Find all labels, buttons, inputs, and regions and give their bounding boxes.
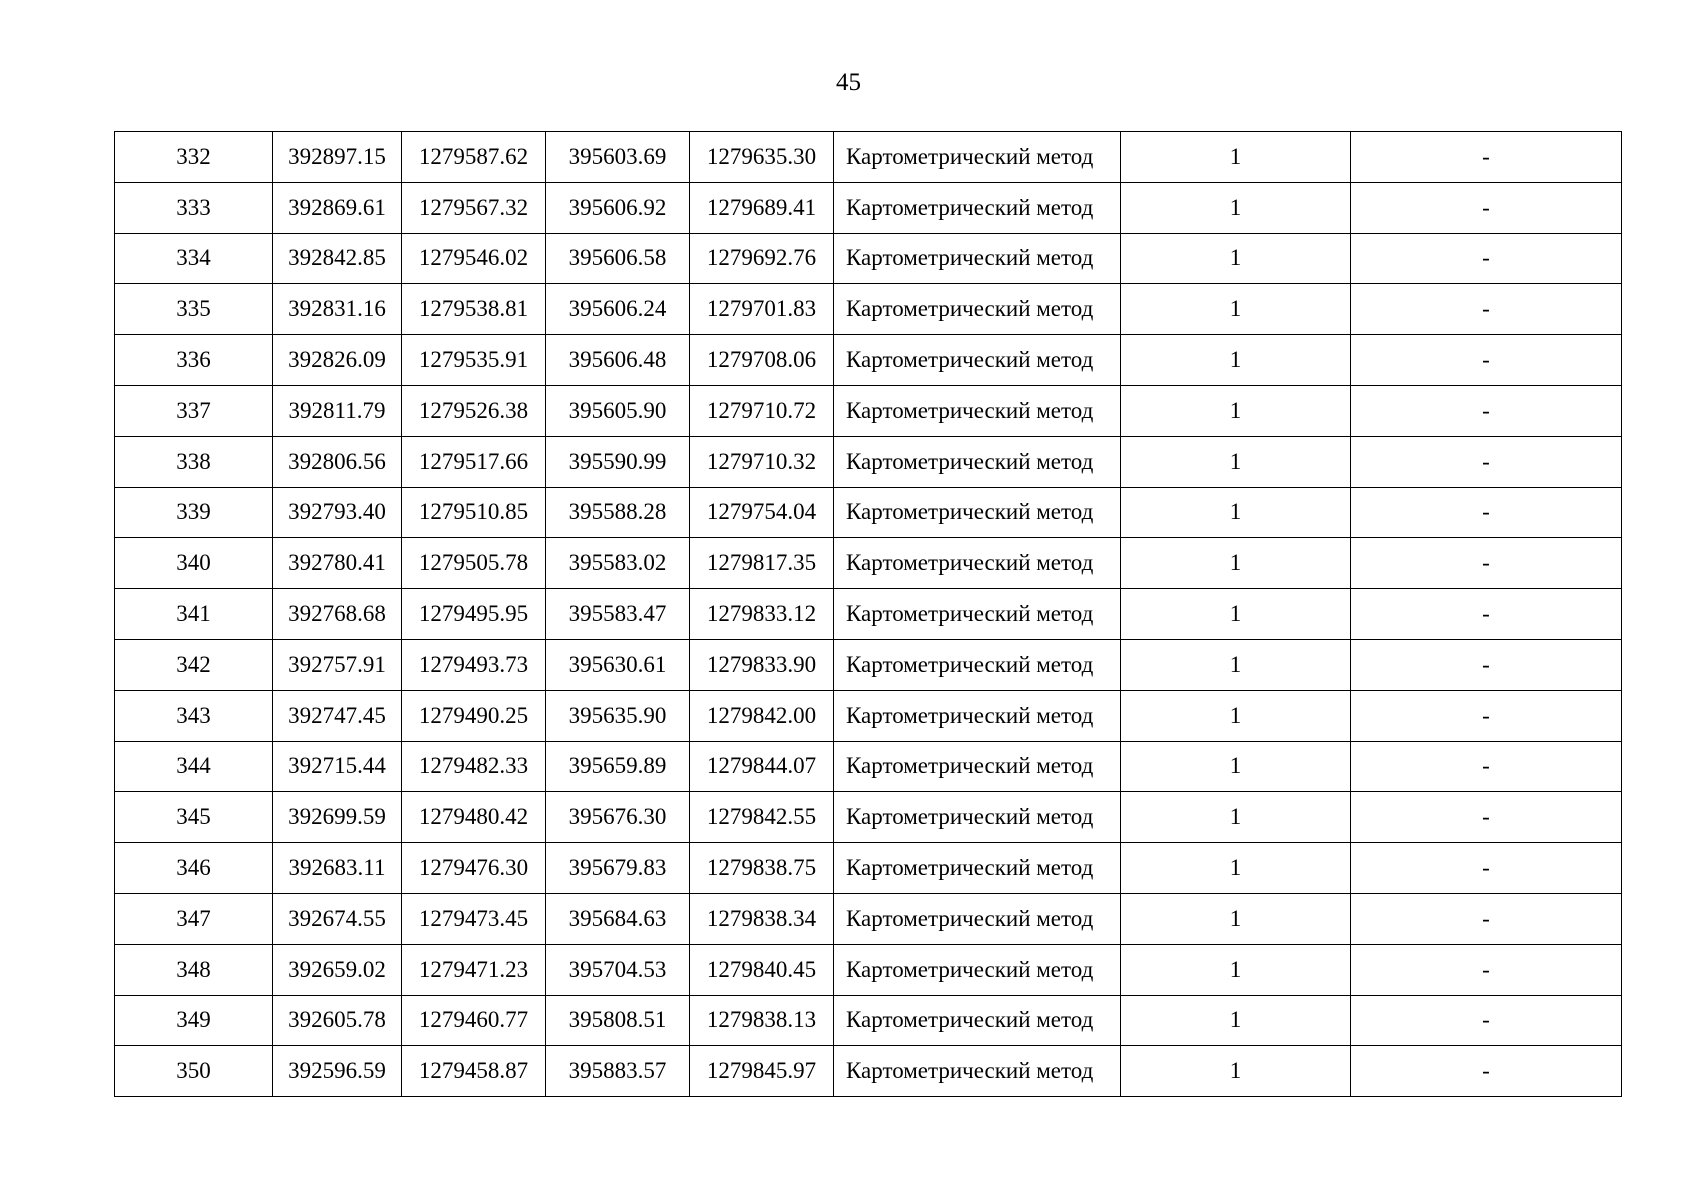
table-row bbox=[115, 893, 1622, 944]
coordinates-table bbox=[114, 131, 1622, 1097]
x-coordinate-new-cell: 395883.57 bbox=[546, 1046, 690, 1097]
x-coordinate-old-cell: 392811.79 bbox=[273, 385, 402, 436]
table-row bbox=[115, 132, 1622, 183]
description-cell: - bbox=[1351, 436, 1622, 487]
y-coordinate-old-cell: 1279493.73 bbox=[402, 639, 546, 690]
point-number-cell: 349 bbox=[115, 995, 273, 1046]
accuracy-cell: 1 bbox=[1121, 944, 1351, 995]
y-coordinate-old-cell: 1279471.23 bbox=[402, 944, 546, 995]
y-coordinate-new-cell: 1279845.97 bbox=[690, 1046, 834, 1097]
y-coordinate-new-cell: 1279838.75 bbox=[690, 843, 834, 894]
accuracy-cell: 1 bbox=[1121, 893, 1351, 944]
description-cell: - bbox=[1351, 792, 1622, 843]
method-cell: Картометрический метод bbox=[834, 182, 1121, 233]
accuracy-cell: 1 bbox=[1121, 233, 1351, 284]
y-coordinate-old-cell: 1279495.95 bbox=[402, 589, 546, 640]
description-cell: - bbox=[1351, 182, 1622, 233]
point-number-cell: 346 bbox=[115, 843, 273, 894]
x-coordinate-new-cell: 395588.28 bbox=[546, 487, 690, 538]
table-row bbox=[115, 944, 1622, 995]
y-coordinate-new-cell: 1279833.90 bbox=[690, 639, 834, 690]
x-coordinate-old-cell: 392842.85 bbox=[273, 233, 402, 284]
x-coordinate-old-cell: 392747.45 bbox=[273, 690, 402, 741]
y-coordinate-new-cell: 1279708.06 bbox=[690, 335, 834, 386]
method-cell: Картометрический метод bbox=[834, 1046, 1121, 1097]
x-coordinate-new-cell: 395606.58 bbox=[546, 233, 690, 284]
x-coordinate-old-cell: 392793.40 bbox=[273, 487, 402, 538]
x-coordinate-old-cell: 392757.91 bbox=[273, 639, 402, 690]
y-coordinate-new-cell: 1279838.13 bbox=[690, 995, 834, 1046]
table-row bbox=[115, 182, 1622, 233]
accuracy-cell: 1 bbox=[1121, 741, 1351, 792]
description-cell: - bbox=[1351, 538, 1622, 589]
y-coordinate-new-cell: 1279842.00 bbox=[690, 690, 834, 741]
description-cell: - bbox=[1351, 335, 1622, 386]
point-number-cell: 341 bbox=[115, 589, 273, 640]
method-cell: Картометрический метод bbox=[834, 538, 1121, 589]
description-cell: - bbox=[1351, 944, 1622, 995]
accuracy-cell: 1 bbox=[1121, 690, 1351, 741]
method-cell: Картометрический метод bbox=[834, 843, 1121, 894]
method-cell: Картометрический метод bbox=[834, 487, 1121, 538]
x-coordinate-old-cell: 392683.11 bbox=[273, 843, 402, 894]
y-coordinate-old-cell: 1279480.42 bbox=[402, 792, 546, 843]
point-number-cell: 342 bbox=[115, 639, 273, 690]
y-coordinate-new-cell: 1279842.55 bbox=[690, 792, 834, 843]
y-coordinate-new-cell: 1279817.35 bbox=[690, 538, 834, 589]
table-row bbox=[115, 335, 1622, 386]
y-coordinate-new-cell: 1279635.30 bbox=[690, 132, 834, 183]
x-coordinate-new-cell: 395704.53 bbox=[546, 944, 690, 995]
point-number-cell: 345 bbox=[115, 792, 273, 843]
point-number-cell: 338 bbox=[115, 436, 273, 487]
method-cell: Картометрический метод bbox=[834, 436, 1121, 487]
x-coordinate-old-cell: 392699.59 bbox=[273, 792, 402, 843]
method-cell: Картометрический метод bbox=[834, 792, 1121, 843]
point-number-cell: 343 bbox=[115, 690, 273, 741]
y-coordinate-old-cell: 1279458.87 bbox=[402, 1046, 546, 1097]
table-row bbox=[115, 385, 1622, 436]
x-coordinate-new-cell: 395659.89 bbox=[546, 741, 690, 792]
y-coordinate-new-cell: 1279710.32 bbox=[690, 436, 834, 487]
point-number-cell: 332 bbox=[115, 132, 273, 183]
x-coordinate-old-cell: 392715.44 bbox=[273, 741, 402, 792]
description-cell: - bbox=[1351, 893, 1622, 944]
description-cell: - bbox=[1351, 487, 1622, 538]
x-coordinate-old-cell: 392659.02 bbox=[273, 944, 402, 995]
x-coordinate-old-cell: 392831.16 bbox=[273, 284, 402, 335]
page-number: 45 bbox=[836, 69, 861, 96]
table-row bbox=[115, 639, 1622, 690]
point-number-cell: 350 bbox=[115, 1046, 273, 1097]
point-number-cell: 339 bbox=[115, 487, 273, 538]
point-number-cell: 335 bbox=[115, 284, 273, 335]
method-cell: Картометрический метод bbox=[834, 995, 1121, 1046]
x-coordinate-new-cell: 395606.24 bbox=[546, 284, 690, 335]
x-coordinate-new-cell: 395679.83 bbox=[546, 843, 690, 894]
x-coordinate-new-cell: 395603.69 bbox=[546, 132, 690, 183]
description-cell: - bbox=[1351, 995, 1622, 1046]
accuracy-cell: 1 bbox=[1121, 843, 1351, 894]
y-coordinate-new-cell: 1279844.07 bbox=[690, 741, 834, 792]
y-coordinate-old-cell: 1279538.81 bbox=[402, 284, 546, 335]
accuracy-cell: 1 bbox=[1121, 385, 1351, 436]
accuracy-cell: 1 bbox=[1121, 487, 1351, 538]
table-row bbox=[115, 1046, 1622, 1097]
x-coordinate-new-cell: 395684.63 bbox=[546, 893, 690, 944]
x-coordinate-old-cell: 392806.56 bbox=[273, 436, 402, 487]
table-body bbox=[115, 132, 1622, 1097]
table-row bbox=[115, 690, 1622, 741]
y-coordinate-new-cell: 1279833.12 bbox=[690, 589, 834, 640]
y-coordinate-new-cell: 1279838.34 bbox=[690, 893, 834, 944]
accuracy-cell: 1 bbox=[1121, 335, 1351, 386]
accuracy-cell: 1 bbox=[1121, 792, 1351, 843]
method-cell: Картометрический метод bbox=[834, 589, 1121, 640]
description-cell: - bbox=[1351, 639, 1622, 690]
y-coordinate-new-cell: 1279710.72 bbox=[690, 385, 834, 436]
x-coordinate-new-cell: 395590.99 bbox=[546, 436, 690, 487]
y-coordinate-old-cell: 1279567.32 bbox=[402, 182, 546, 233]
accuracy-cell: 1 bbox=[1121, 538, 1351, 589]
table-row bbox=[115, 284, 1622, 335]
accuracy-cell: 1 bbox=[1121, 1046, 1351, 1097]
method-cell: Картометрический метод bbox=[834, 639, 1121, 690]
point-number-cell: 337 bbox=[115, 385, 273, 436]
description-cell: - bbox=[1351, 1046, 1622, 1097]
y-coordinate-old-cell: 1279490.25 bbox=[402, 690, 546, 741]
table-row bbox=[115, 589, 1622, 640]
x-coordinate-new-cell: 395583.02 bbox=[546, 538, 690, 589]
point-number-cell: 333 bbox=[115, 182, 273, 233]
y-coordinate-old-cell: 1279505.78 bbox=[402, 538, 546, 589]
point-number-cell: 344 bbox=[115, 741, 273, 792]
point-number-cell: 336 bbox=[115, 335, 273, 386]
table-row bbox=[115, 487, 1622, 538]
y-coordinate-old-cell: 1279517.66 bbox=[402, 436, 546, 487]
accuracy-cell: 1 bbox=[1121, 639, 1351, 690]
y-coordinate-old-cell: 1279535.91 bbox=[402, 335, 546, 386]
y-coordinate-new-cell: 1279840.45 bbox=[690, 944, 834, 995]
accuracy-cell: 1 bbox=[1121, 436, 1351, 487]
x-coordinate-new-cell: 395630.61 bbox=[546, 639, 690, 690]
y-coordinate-old-cell: 1279526.38 bbox=[402, 385, 546, 436]
description-cell: - bbox=[1351, 385, 1622, 436]
x-coordinate-old-cell: 392605.78 bbox=[273, 995, 402, 1046]
table-row bbox=[115, 792, 1622, 843]
method-cell: Картометрический метод bbox=[834, 385, 1121, 436]
description-cell: - bbox=[1351, 132, 1622, 183]
y-coordinate-old-cell: 1279587.62 bbox=[402, 132, 546, 183]
method-cell: Картометрический метод bbox=[834, 893, 1121, 944]
description-cell: - bbox=[1351, 690, 1622, 741]
method-cell: Картометрический метод bbox=[834, 132, 1121, 183]
y-coordinate-new-cell: 1279754.04 bbox=[690, 487, 834, 538]
method-cell: Картометрический метод bbox=[834, 335, 1121, 386]
x-coordinate-new-cell: 395583.47 bbox=[546, 589, 690, 640]
table-row bbox=[115, 843, 1622, 894]
table-row bbox=[115, 995, 1622, 1046]
description-cell: - bbox=[1351, 741, 1622, 792]
description-cell: - bbox=[1351, 843, 1622, 894]
method-cell: Картометрический метод bbox=[834, 741, 1121, 792]
x-coordinate-new-cell: 395606.48 bbox=[546, 335, 690, 386]
method-cell: Картометрический метод bbox=[834, 944, 1121, 995]
table-row bbox=[115, 538, 1622, 589]
point-number-cell: 347 bbox=[115, 893, 273, 944]
x-coordinate-new-cell: 395808.51 bbox=[546, 995, 690, 1046]
x-coordinate-new-cell: 395606.92 bbox=[546, 182, 690, 233]
x-coordinate-old-cell: 392897.15 bbox=[273, 132, 402, 183]
description-cell: - bbox=[1351, 589, 1622, 640]
x-coordinate-new-cell: 395605.90 bbox=[546, 385, 690, 436]
y-coordinate-old-cell: 1279510.85 bbox=[402, 487, 546, 538]
method-cell: Картометрический метод bbox=[834, 284, 1121, 335]
y-coordinate-old-cell: 1279460.77 bbox=[402, 995, 546, 1046]
y-coordinate-new-cell: 1279692.76 bbox=[690, 233, 834, 284]
x-coordinate-new-cell: 395635.90 bbox=[546, 690, 690, 741]
table-row bbox=[115, 233, 1622, 284]
description-cell: - bbox=[1351, 233, 1622, 284]
x-coordinate-old-cell: 392826.09 bbox=[273, 335, 402, 386]
point-number-cell: 348 bbox=[115, 944, 273, 995]
y-coordinate-old-cell: 1279476.30 bbox=[402, 843, 546, 894]
point-number-cell: 334 bbox=[115, 233, 273, 284]
x-coordinate-old-cell: 392674.55 bbox=[273, 893, 402, 944]
x-coordinate-old-cell: 392768.68 bbox=[273, 589, 402, 640]
y-coordinate-new-cell: 1279701.83 bbox=[690, 284, 834, 335]
point-number-cell: 340 bbox=[115, 538, 273, 589]
method-cell: Картометрический метод bbox=[834, 690, 1121, 741]
x-coordinate-old-cell: 392780.41 bbox=[273, 538, 402, 589]
y-coordinate-old-cell: 1279473.45 bbox=[402, 893, 546, 944]
table-row bbox=[115, 436, 1622, 487]
accuracy-cell: 1 bbox=[1121, 132, 1351, 183]
accuracy-cell: 1 bbox=[1121, 284, 1351, 335]
accuracy-cell: 1 bbox=[1121, 182, 1351, 233]
description-cell: - bbox=[1351, 284, 1622, 335]
table-row bbox=[115, 741, 1622, 792]
y-coordinate-old-cell: 1279546.02 bbox=[402, 233, 546, 284]
x-coordinate-old-cell: 392869.61 bbox=[273, 182, 402, 233]
method-cell: Картометрический метод bbox=[834, 233, 1121, 284]
accuracy-cell: 1 bbox=[1121, 995, 1351, 1046]
y-coordinate-old-cell: 1279482.33 bbox=[402, 741, 546, 792]
y-coordinate-new-cell: 1279689.41 bbox=[690, 182, 834, 233]
accuracy-cell: 1 bbox=[1121, 589, 1351, 640]
x-coordinate-old-cell: 392596.59 bbox=[273, 1046, 402, 1097]
x-coordinate-new-cell: 395676.30 bbox=[546, 792, 690, 843]
